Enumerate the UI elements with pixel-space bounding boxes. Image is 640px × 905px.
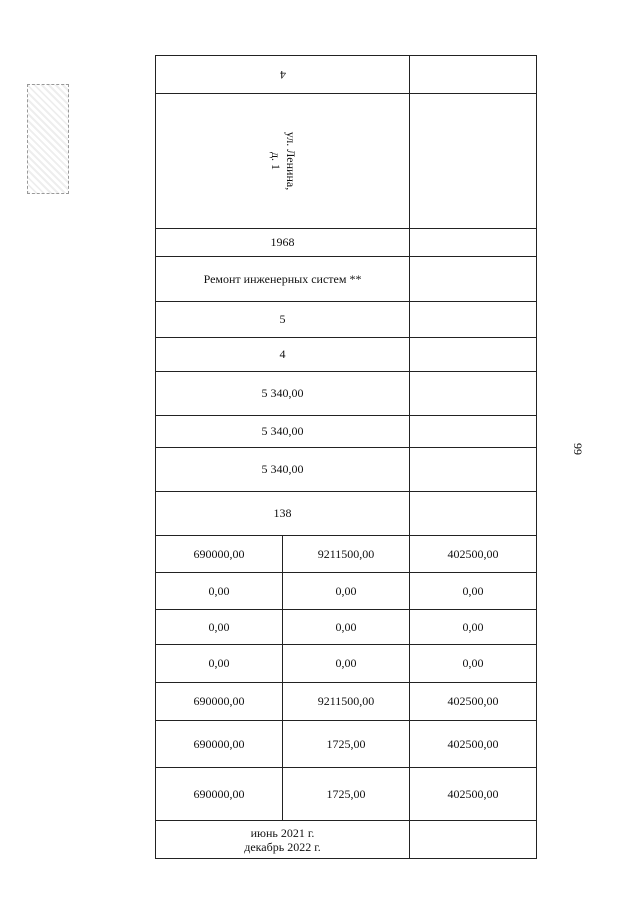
matrix-cell: 0,00 <box>156 610 283 645</box>
matrix-cell: 690000,00 <box>156 768 283 821</box>
page-number: 99 <box>571 443 585 455</box>
table-row <box>156 416 537 448</box>
area-cell-2: 5 340,00 <box>156 416 410 448</box>
matrix-cell: 0,00 <box>410 645 537 683</box>
count-cell: 138 <box>156 492 410 536</box>
matrix-cell: 690000,00 <box>156 683 283 721</box>
data-table <box>155 55 537 859</box>
empty-cell <box>410 94 537 229</box>
matrix-cell: 0,00 <box>283 645 410 683</box>
col-number-cell <box>156 56 410 94</box>
table-row <box>156 372 537 416</box>
table-row <box>156 257 537 302</box>
matrix-cell: 1725,00 <box>283 768 410 821</box>
matrix-cell: 0,00 <box>410 573 537 610</box>
table-row <box>156 821 537 859</box>
value-cell-1: 5 <box>156 302 410 338</box>
matrix-cell: 9211500,00 <box>283 683 410 721</box>
matrix-cell: 402500,00 <box>410 721 537 768</box>
table-row <box>156 610 537 645</box>
empty-cell <box>410 821 537 859</box>
matrix-cell: 402500,00 <box>410 768 537 821</box>
table-row <box>156 573 537 610</box>
matrix-cell: 0,00 <box>283 573 410 610</box>
empty-cell <box>410 416 537 448</box>
table-row <box>156 56 537 94</box>
address-cell <box>156 94 410 229</box>
address-line-1: ул. Ленина, <box>283 131 298 191</box>
empty-cell <box>410 338 537 372</box>
table-row <box>156 645 537 683</box>
matrix-cell: 0,00 <box>410 610 537 645</box>
matrix-cell: 0,00 <box>156 645 283 683</box>
empty-cell <box>410 448 537 492</box>
area-cell-1: 5 340,00 <box>156 372 410 416</box>
empty-cell <box>410 492 537 536</box>
empty-cell <box>410 257 537 302</box>
empty-cell <box>410 229 537 257</box>
table-row <box>156 536 537 573</box>
table-row <box>156 302 537 338</box>
empty-cell <box>410 302 537 338</box>
table-row <box>156 338 537 372</box>
period-cell <box>156 821 410 859</box>
matrix-cell: 1725,00 <box>283 721 410 768</box>
matrix-cell: 402500,00 <box>410 683 537 721</box>
matrix-cell: 690000,00 <box>156 536 283 573</box>
table-row <box>156 721 537 768</box>
matrix-cell: 690000,00 <box>156 721 283 768</box>
matrix-cell: 9211500,00 <box>283 536 410 573</box>
table-row <box>156 229 537 257</box>
period-start: июнь 2021 г. <box>250 825 315 840</box>
table-row <box>156 94 537 229</box>
work-type-cell: Ремонт инженерных систем ** <box>156 257 410 302</box>
address-line-2: д. 1 <box>268 151 283 171</box>
area-cell-3: 5 340,00 <box>156 448 410 492</box>
matrix-cell: 402500,00 <box>410 536 537 573</box>
stamp-mark <box>27 84 69 194</box>
period-end: декабрь 2022 г. <box>244 839 321 854</box>
year-cell: 1968 <box>156 229 410 257</box>
empty-cell <box>410 372 537 416</box>
column-number: 4 <box>279 68 286 82</box>
table-row <box>156 683 537 721</box>
table-row <box>156 768 537 821</box>
table-row <box>156 492 537 536</box>
value-cell-2: 4 <box>156 338 410 372</box>
table-row <box>156 448 537 492</box>
address-text <box>268 132 298 190</box>
matrix-cell: 0,00 <box>283 610 410 645</box>
empty-cell <box>410 56 537 94</box>
matrix-cell: 0,00 <box>156 573 283 610</box>
